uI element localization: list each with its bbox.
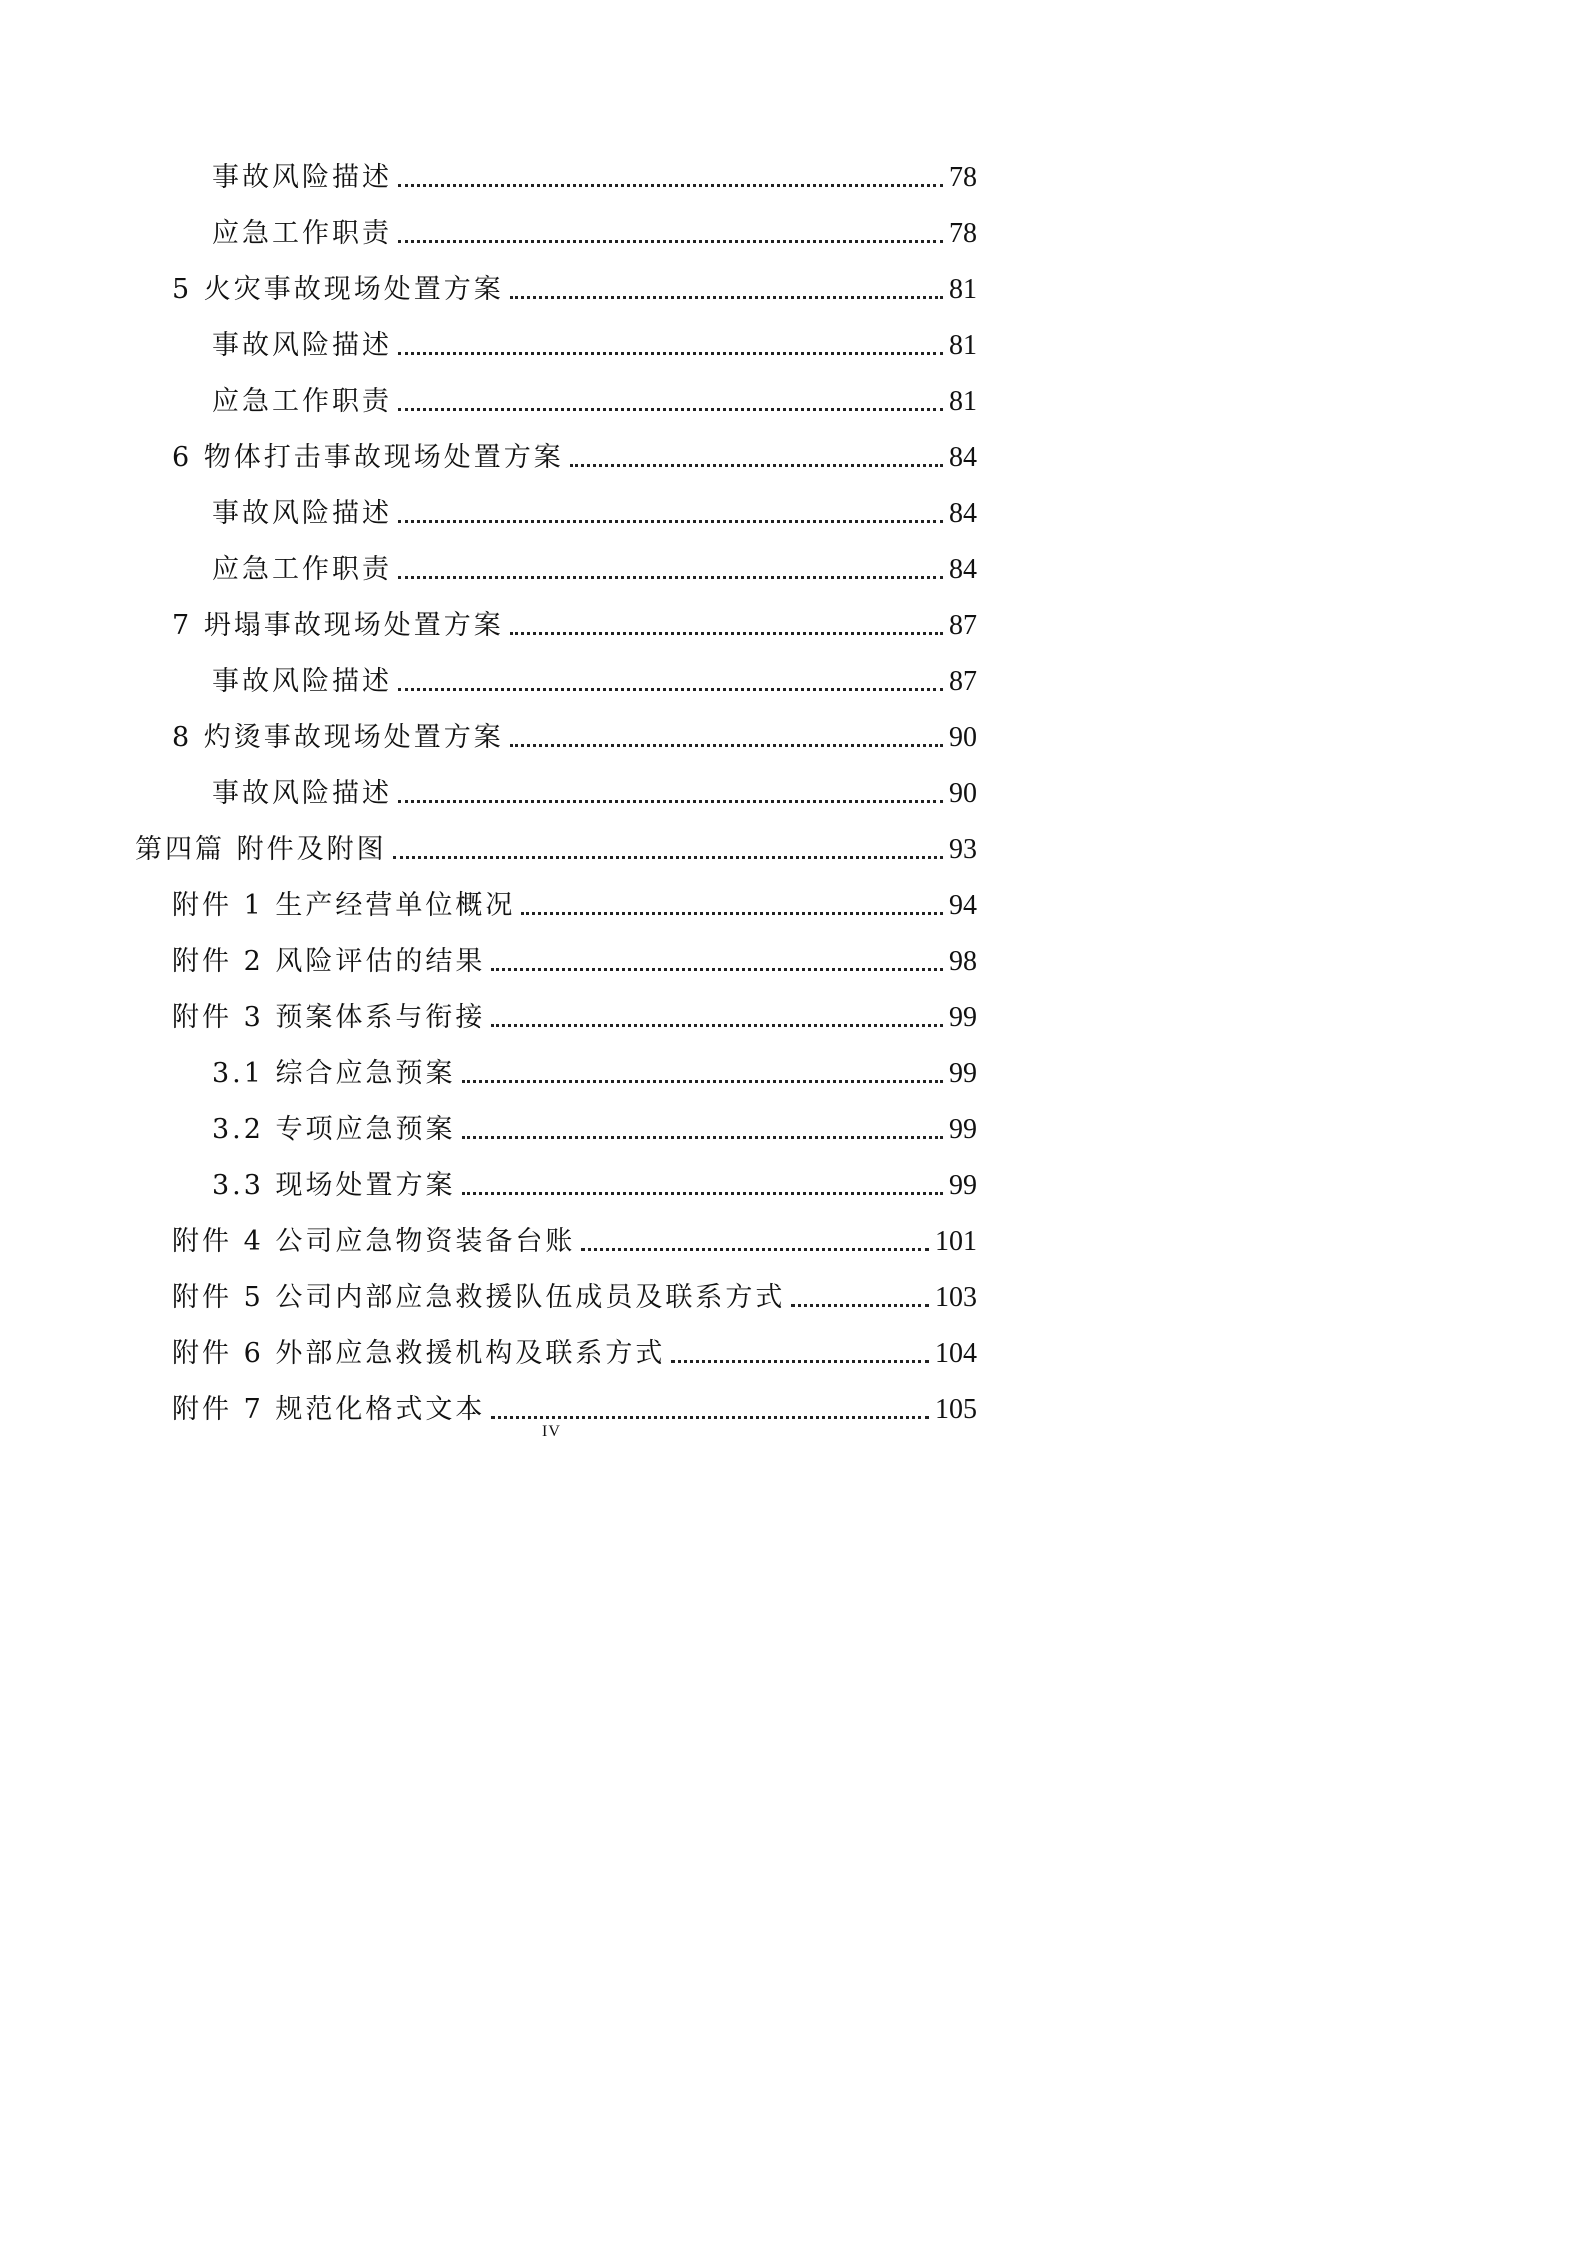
toc-entry-title: 事故风险描述 [212, 162, 392, 193]
toc-dot-leader [510, 744, 943, 747]
toc-entry[interactable] [212, 755, 977, 811]
toc-dot-leader [393, 856, 943, 859]
toc-entry-page-number: 99 [949, 1114, 977, 1145]
toc-entry-title: 3.3 现场处置方案 [212, 1170, 456, 1201]
toc-entry[interactable] [172, 1315, 977, 1371]
toc-entry-title: 3.1 综合应急预案 [212, 1058, 456, 1089]
toc-entry[interactable] [212, 1035, 977, 1091]
toc-entry-page-number: 90 [949, 778, 977, 809]
toc-dot-leader [462, 1080, 943, 1083]
toc-entry[interactable] [212, 531, 977, 587]
toc-entry-page-number: 87 [949, 610, 977, 641]
toc-dot-leader [398, 520, 943, 523]
toc-dot-leader [398, 576, 943, 579]
toc-entry-title: 附件 6 外部应急救援机构及联系方式 [172, 1338, 666, 1369]
toc-dot-leader [521, 912, 943, 915]
toc-dot-leader [581, 1248, 929, 1251]
toc-entry-page-number: 93 [949, 834, 977, 865]
toc-entry-title: 应急工作职责 [212, 218, 392, 249]
toc-entry-title: 第四篇 附件及附图 [135, 834, 387, 865]
toc-dot-leader [462, 1192, 943, 1195]
toc-dot-leader [570, 464, 943, 467]
toc-entry[interactable] [172, 1371, 977, 1427]
toc-entry[interactable] [172, 699, 977, 755]
footer-page-number: IV [542, 1423, 561, 1440]
toc-entry-page-number: 90 [949, 722, 977, 753]
table-of-contents [0, 0, 1103, 1560]
toc-dot-leader [491, 1024, 943, 1027]
toc-dot-leader [398, 352, 943, 355]
toc-entry-title: 附件 2 风险评估的结果 [172, 946, 486, 977]
toc-entry-page-number: 78 [949, 162, 977, 193]
toc-dot-leader [791, 1304, 929, 1307]
toc-entry-title: 6 物体打击事故现场处置方案 [172, 442, 564, 473]
toc-entry[interactable] [212, 195, 977, 251]
toc-dot-leader [398, 688, 943, 691]
toc-entry-title: 7 坍塌事故现场处置方案 [172, 610, 504, 641]
toc-entry[interactable] [172, 251, 977, 307]
toc-entry-page-number: 87 [949, 666, 977, 697]
toc-entry-title: 5 火灾事故现场处置方案 [172, 274, 504, 305]
toc-entry-page-number: 101 [935, 1226, 977, 1257]
toc-entry-title: 8 灼烫事故现场处置方案 [172, 722, 504, 753]
toc-entry-page-number: 104 [935, 1338, 977, 1369]
toc-entry-title: 3.2 专项应急预案 [212, 1114, 456, 1145]
toc-entry[interactable] [212, 475, 977, 531]
toc-dot-leader [462, 1136, 943, 1139]
toc-entry[interactable] [212, 139, 977, 195]
toc-dot-leader [491, 1416, 929, 1419]
toc-entry[interactable] [212, 363, 977, 419]
toc-entry[interactable] [212, 307, 977, 363]
toc-entry-page-number: 99 [949, 1002, 977, 1033]
toc-entry-page-number: 81 [949, 274, 977, 305]
toc-entry-page-number: 103 [935, 1282, 977, 1313]
toc-entry[interactable] [172, 1259, 977, 1315]
toc-entry-title: 附件 1 生产经营单位概况 [172, 890, 516, 921]
toc-dot-leader [398, 800, 943, 803]
toc-entry-title: 事故风险描述 [212, 330, 392, 361]
toc-entry-page-number: 99 [949, 1170, 977, 1201]
toc-entry[interactable] [212, 1091, 977, 1147]
toc-entry-title: 附件 7 规范化格式文本 [172, 1394, 486, 1425]
toc-dot-leader [491, 968, 943, 971]
toc-entry-title: 附件 5 公司内部应急救援队伍成员及联系方式 [172, 1282, 786, 1313]
toc-dot-leader [398, 240, 943, 243]
toc-entry-page-number: 84 [949, 442, 977, 473]
toc-entry-title: 事故风险描述 [212, 498, 392, 529]
toc-entry-page-number: 78 [949, 218, 977, 249]
toc-entry[interactable] [212, 643, 977, 699]
toc-entry[interactable] [172, 867, 977, 923]
toc-entry[interactable] [172, 923, 977, 979]
toc-dot-leader [510, 632, 943, 635]
toc-entry-page-number: 94 [949, 890, 977, 921]
toc-entry[interactable] [172, 419, 977, 475]
toc-entry-page-number: 99 [949, 1058, 977, 1089]
toc-entry-page-number: 84 [949, 498, 977, 529]
toc-entry-title: 事故风险描述 [212, 666, 392, 697]
toc-entry[interactable] [172, 1203, 977, 1259]
toc-dot-leader [398, 184, 943, 187]
toc-entry-page-number: 84 [949, 554, 977, 585]
document-page [0, 0, 1103, 1560]
toc-entry-page-number: 98 [949, 946, 977, 977]
toc-entry-page-number: 105 [935, 1394, 977, 1425]
toc-entry-page-number: 81 [949, 330, 977, 361]
toc-entry-title: 附件 4 公司应急物资装备台账 [172, 1226, 576, 1257]
toc-entry[interactable] [212, 1147, 977, 1203]
toc-dot-leader [510, 296, 943, 299]
toc-entry-title: 事故风险描述 [212, 778, 392, 809]
toc-dot-leader [398, 408, 943, 411]
toc-entry-page-number: 81 [949, 386, 977, 417]
toc-entry[interactable] [172, 979, 977, 1035]
toc-entry-title: 附件 3 预案体系与衔接 [172, 1002, 486, 1033]
toc-entry-title: 应急工作职责 [212, 386, 392, 417]
toc-entry[interactable] [135, 811, 977, 867]
toc-entry[interactable] [172, 587, 977, 643]
toc-dot-leader [671, 1360, 929, 1363]
toc-entry-title: 应急工作职责 [212, 554, 392, 585]
